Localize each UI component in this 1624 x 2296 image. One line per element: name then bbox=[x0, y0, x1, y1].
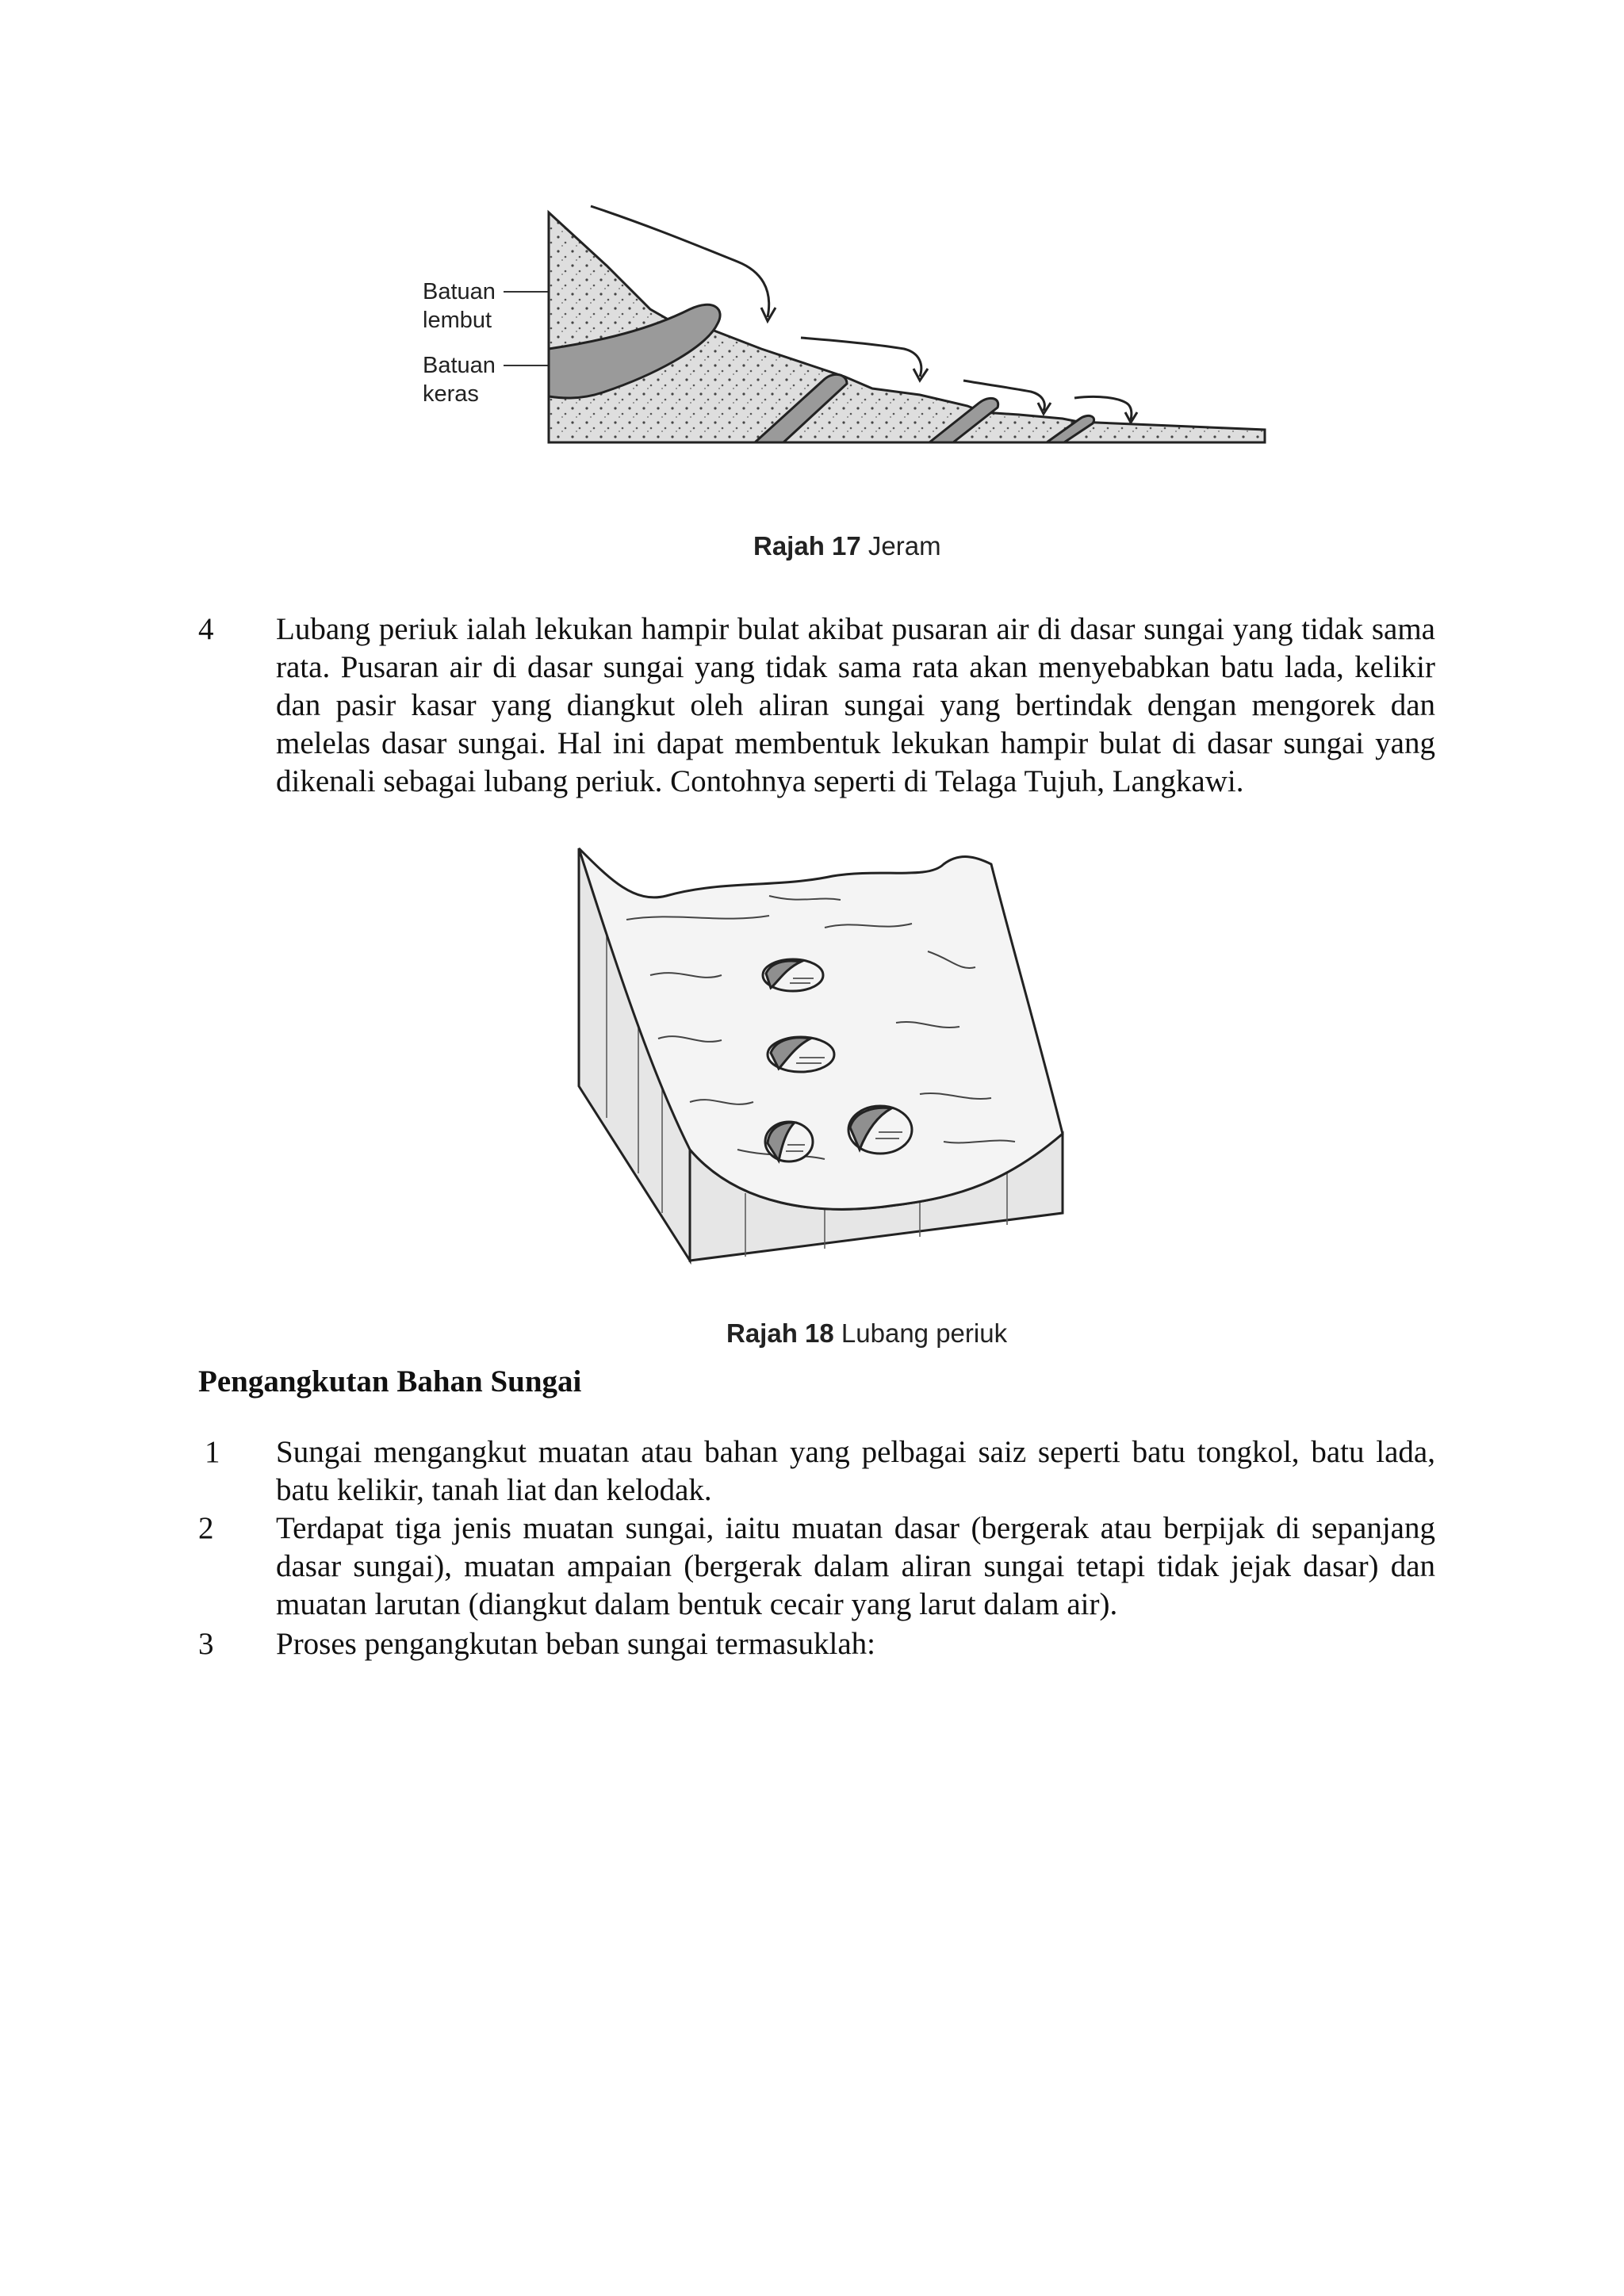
section-heading: Pengangkutan Bahan Sungai bbox=[198, 1364, 582, 1399]
label-hard-rock: Batuan keras bbox=[423, 353, 496, 407]
paragraph-number: 4 bbox=[198, 612, 214, 646]
figure17-caption-number: Rajah 17 bbox=[753, 531, 861, 561]
figure18-caption-title: Lubang periuk bbox=[833, 1318, 1008, 1348]
transport-item-2 bbox=[198, 1510, 1435, 1628]
rapids-illustration bbox=[412, 190, 1285, 476]
transport-item-number: 1 bbox=[205, 1435, 220, 1469]
transport-item-number: 3 bbox=[198, 1627, 214, 1661]
figure-potholes-diagram bbox=[563, 832, 1071, 1276]
transport-item-3 bbox=[198, 1625, 1435, 1665]
transport-item-1 bbox=[198, 1433, 1435, 1513]
paragraph-item-4 bbox=[198, 610, 1435, 809]
transport-item-text: Sungai mengangkut muatan atau bahan yang pelbagai saiz seperti batu tongkol, batu lada, batu kelikir, tanah liat dan kelodak. bbox=[276, 1435, 1435, 1507]
figure18-caption-number: Rajah 18 bbox=[726, 1318, 834, 1348]
figure17-caption bbox=[753, 531, 941, 561]
transport-item-text: Terdapat tiga jenis muatan sungai, iaitu muatan dasar (bergerak atau berpijak di sepanjang dasar sungai), muatan ampaian (bergerak dalam aliran sungai tetapi tidak jejak dasar) dan muatan larutan (diangkut dalam bentuk cecair yang larut dalam air). bbox=[276, 1511, 1435, 1621]
figure-rapids-diagram bbox=[412, 190, 1285, 476]
label-soft-rock: Batuan lembut bbox=[423, 279, 496, 333]
transport-item-number: 2 bbox=[198, 1511, 214, 1545]
transport-item-text: Proses pengangkutan beban sungai termasuklah: bbox=[276, 1627, 875, 1661]
figure17-caption-title: Jeram bbox=[860, 531, 941, 561]
figure18-caption bbox=[726, 1318, 1007, 1349]
paragraph-text: Lubang periuk ialah lekukan hampir bulat akibat pusaran air di dasar sungai yang tidak sama rata. Pusaran air di dasar sungai yang tidak sama rata akan menyebabkan batu lada, kelikir dan pasir kasar yang diangkut oleh aliran sungai yang bertindak dengan mengorek dan melelas dasar sungai. Hal ini dapat membentuk lekukan hampir bulat di dasar sungai yang dikenali sebagai lubang periuk. Contohnya seperti di Telaga Tujuh, Langkawi. bbox=[276, 612, 1435, 798]
potholes-illustration bbox=[563, 832, 1071, 1276]
